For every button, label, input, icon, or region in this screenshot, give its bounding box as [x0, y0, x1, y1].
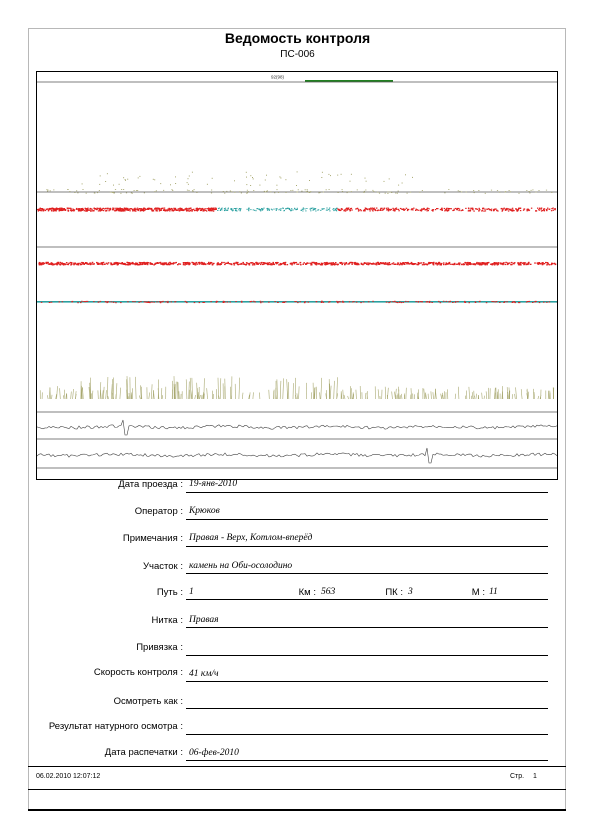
- result-underline: [186, 734, 548, 735]
- teal-signal-line: [37, 301, 557, 303]
- m-label: М :: [471, 587, 485, 598]
- km-label: Км :: [298, 587, 316, 598]
- path-value: 1: [189, 587, 194, 597]
- notes-underline: [186, 546, 548, 547]
- pk-value: 3: [408, 587, 413, 597]
- binding-underline: [186, 655, 548, 656]
- print-date-label: Дата распечатки :: [104, 747, 183, 758]
- pk-label: ПК :: [385, 587, 403, 598]
- flaw-detection-chart: [36, 71, 558, 480]
- inspect-underline: [186, 708, 548, 709]
- trace-waveform-1: [37, 420, 557, 435]
- date-label: Дата проезда :: [118, 479, 183, 490]
- document-subtitle: ПС-006: [280, 49, 315, 60]
- footer-middle-rule: [28, 789, 566, 790]
- footer-bottom-rule: [28, 809, 566, 811]
- thread-underline: [186, 627, 548, 628]
- inspect-label: Осмотреть как :: [113, 696, 183, 707]
- red-signal-strip-2: [38, 262, 556, 266]
- path-label: Путь :: [156, 587, 183, 598]
- m-value: 11: [489, 587, 498, 597]
- thread-label: Нитка :: [151, 615, 183, 626]
- path-underline: [186, 599, 548, 600]
- strip-dividers: [37, 82, 557, 468]
- document-title: Ведомость контроля: [224, 30, 371, 46]
- trace-waveform-2: [37, 448, 557, 463]
- notes-label: Примечания :: [122, 533, 183, 544]
- footer-page-label: Стр.: [510, 773, 525, 780]
- print-date-value: 06-фев-2010: [189, 748, 239, 758]
- operator-label: Оператор :: [134, 506, 183, 517]
- notes-value: Правая - Верх, Котлом-вперёд: [189, 533, 313, 543]
- section-underline: [186, 573, 548, 574]
- signal-strips: [37, 72, 557, 479]
- footer-page-number: 1: [533, 773, 537, 780]
- footer-top-rule: [28, 766, 566, 767]
- km-value: 563: [321, 587, 336, 597]
- section-label: Участок :: [143, 561, 183, 572]
- speed-label: Скорость контроля :: [93, 667, 183, 678]
- operator-underline: [186, 519, 548, 520]
- operator-value: Крюков: [189, 506, 220, 516]
- binding-label: Привязка :: [136, 642, 183, 653]
- speed-underline: [186, 681, 548, 682]
- section-value: камень на Оби-осолодино: [189, 561, 293, 571]
- olive-noise-strip: [40, 171, 554, 399]
- chart-header-mark: 92(98): [271, 74, 285, 80]
- thread-value: Правая: [189, 615, 219, 625]
- speed-value: 41 км/ч: [189, 669, 219, 679]
- footer-timestamp: 06.02.2010 12:07:12: [36, 773, 101, 780]
- result-label: Результат натурного осмотра :: [48, 721, 183, 732]
- print-date-underline: [186, 760, 548, 761]
- red-signal-strip-1: [37, 208, 556, 212]
- date-value: 19-янв-2010: [189, 479, 238, 489]
- date-underline: [186, 492, 548, 493]
